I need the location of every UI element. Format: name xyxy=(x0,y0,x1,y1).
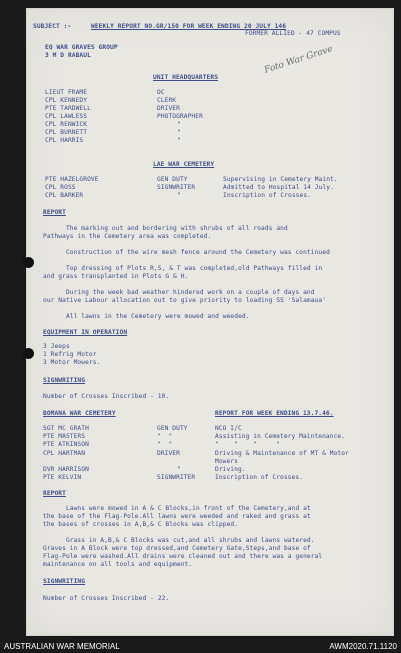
hq-staff-role: CLERK xyxy=(157,97,177,104)
hq-staff-role: " xyxy=(177,137,181,144)
lae-staff-note: Supervising in Cemetery Maint. xyxy=(223,176,338,183)
hq-staff-role: PHOTOGRAPHER xyxy=(157,113,203,120)
bomana-staff-note: " " " " xyxy=(215,441,281,448)
hq-staff-name: CPL BURNETT xyxy=(45,129,88,136)
bomana-staff-duty: DRIVER xyxy=(157,450,180,457)
bomana-staff-note: Mowers xyxy=(215,458,238,465)
lae-signwriting-heading: SIGNWRITING xyxy=(43,377,86,384)
archive-footer xyxy=(0,640,401,653)
report-line: Top dressing of Plots R,S, & T was completed,old Pathways filled in xyxy=(43,265,323,272)
report-line: our Native Labour allocation out to give priority to loading SS 'Salamaua' xyxy=(43,297,327,304)
bomana-staff-note: NCO I/C xyxy=(215,425,242,432)
subject-line: WEEKLY REPORT NO.GR/150 FOR WEEK ENDING 20 JULY 146 xyxy=(91,23,287,30)
punch-hole-bottom xyxy=(23,348,34,359)
footer-accession-number: AWM2020.71.1120 xyxy=(329,642,397,651)
report-line: The marking out and bordering with shrubs of all roads and xyxy=(43,225,288,232)
bomana-staff-note: Assisting in Cemetery Maintenance. xyxy=(215,433,346,440)
hq-staff-name: CPL RENWICK xyxy=(45,121,88,128)
pencil-annotation: Foto War Grave xyxy=(263,44,335,76)
hq-staff-role: DRIVER xyxy=(157,105,180,112)
report-line: During the week bad weather hindered work on a couple of days and xyxy=(43,289,315,296)
lae-staff-note: Inscription of Crosses. xyxy=(223,192,311,199)
lae-signwriting-count: Number of Crosses Inscribed - 10. xyxy=(43,393,170,400)
bomana-staff-duty: " " xyxy=(157,433,173,440)
bomana-staff-note: Inscription of Crosses. xyxy=(215,474,303,481)
footer-institution: AUSTRALIAN WAR MEMORIAL xyxy=(4,642,120,651)
unit-line-1: EQ WAR GRAVES GROUP xyxy=(45,44,118,51)
report-line: Flag-Pole were washed.All drains were cleaned out and there was a general xyxy=(43,553,323,560)
bomana-heading: BOMANA WAR CEMETERY xyxy=(43,410,116,417)
bomana-staff-note: Driving & Maintenance of MT & Motor xyxy=(215,450,349,457)
hq-staff-name: PTE TARDWELL xyxy=(45,105,91,112)
bomana-signwriting-count: Number of Crosses Inscribed - 22. xyxy=(43,595,170,602)
equipment-item: 1 Refrig Motor xyxy=(43,351,97,358)
bomana-staff-name: PTE KELVIN xyxy=(43,474,82,481)
unit-line-2: 3 M D RABAUL xyxy=(45,52,91,59)
report-line: the bases of crosses in A,B,& C Blocks was clipped. xyxy=(43,521,239,528)
bomana-signwriting-heading: SIGNWRITING xyxy=(43,578,86,585)
report-line: Graves in A Block were top dressed,and Cemetery Gate,Steps,and base of xyxy=(43,545,311,552)
bomana-staff-duty: SIGNWRITER xyxy=(157,474,196,481)
lae-staff-note: Admitted to Hospital 14 July. xyxy=(223,184,334,191)
report-line: and grass transplanted in Plots G & H. xyxy=(43,273,189,280)
unit-hq-heading: UNIT HEADQUARTERS xyxy=(153,74,219,81)
bomana-staff-name: CPL HARTMAN xyxy=(43,450,86,457)
bomana-staff-duty: " xyxy=(177,466,181,473)
document-page xyxy=(26,8,394,636)
lae-staff-duty: " xyxy=(177,192,181,199)
hq-staff-name: LIEUT FRAME xyxy=(45,89,88,96)
subject-prefix: SUBJECT :- xyxy=(33,23,72,30)
subject-line-2: FORMER ALLIED - 47 COMPUS xyxy=(245,30,341,37)
bomana-staff-note: Driving. xyxy=(215,466,246,473)
punch-hole-top xyxy=(23,257,34,268)
report-line: Lawns were mowed in A & C Blocks,in front of the Cemetery,and at xyxy=(43,505,311,512)
report-line: Construction of the wire mesh fence around the Cemetery was continued xyxy=(43,249,330,256)
lae-staff-name: CPL ROSS xyxy=(45,184,76,191)
hq-staff-name: CPL LAWLESS xyxy=(45,113,88,120)
report-line: the base of the Flag-Pole.All lawns were weeded and raked and grass at xyxy=(43,513,311,520)
hq-staff-role: " xyxy=(177,121,181,128)
equipment-heading: EQUIPMENT IN OPERATION xyxy=(43,329,128,336)
bomana-staff-name: DVR HARRISON xyxy=(43,466,89,473)
bomana-report-label: REPORT xyxy=(43,490,66,497)
lae-report-heading: REPORT xyxy=(43,209,66,216)
hq-staff-role: OC xyxy=(157,89,165,96)
lae-staff-name: CPL BARKER xyxy=(45,192,84,199)
report-line: Pathways in the Cemetery area was completed. xyxy=(43,233,212,240)
bomana-staff-duty: GEN DUTY xyxy=(157,425,188,432)
report-line: All lawns in the Cemetery were mowed and weeded. xyxy=(43,313,250,320)
bomana-staff-duty: " " xyxy=(157,441,173,448)
report-line: maintenance on all tools and equipment. xyxy=(43,561,193,568)
bomana-staff-name: PTE MASTERS xyxy=(43,433,86,440)
report-line: Grass in A,B,& C Blocks was cut,and all shrubs and lawns watered. xyxy=(43,537,315,544)
hq-staff-name: CPL KENNEDY xyxy=(45,97,88,104)
bomana-staff-name: SGT MC GRATH xyxy=(43,425,89,432)
hq-staff-role: " xyxy=(177,129,181,136)
equipment-item: 3 Jeeps xyxy=(43,343,70,350)
lae-staff-duty: SIGNWRITER xyxy=(157,184,196,191)
bomana-staff-name: PTE ATKINSON xyxy=(43,441,89,448)
lae-staff-name: PTE HAZELGROVE xyxy=(45,176,99,183)
bomana-report-heading: REPORT FOR WEEK ENDING 13.7.46. xyxy=(215,410,334,417)
lae-staff-duty: GEN DUTY xyxy=(157,176,188,183)
hq-staff-name: CPL HARRIS xyxy=(45,137,84,144)
equipment-item: 3 Motor Mowers. xyxy=(43,359,101,366)
lae-heading: LAE WAR CEMETERY xyxy=(153,161,215,168)
